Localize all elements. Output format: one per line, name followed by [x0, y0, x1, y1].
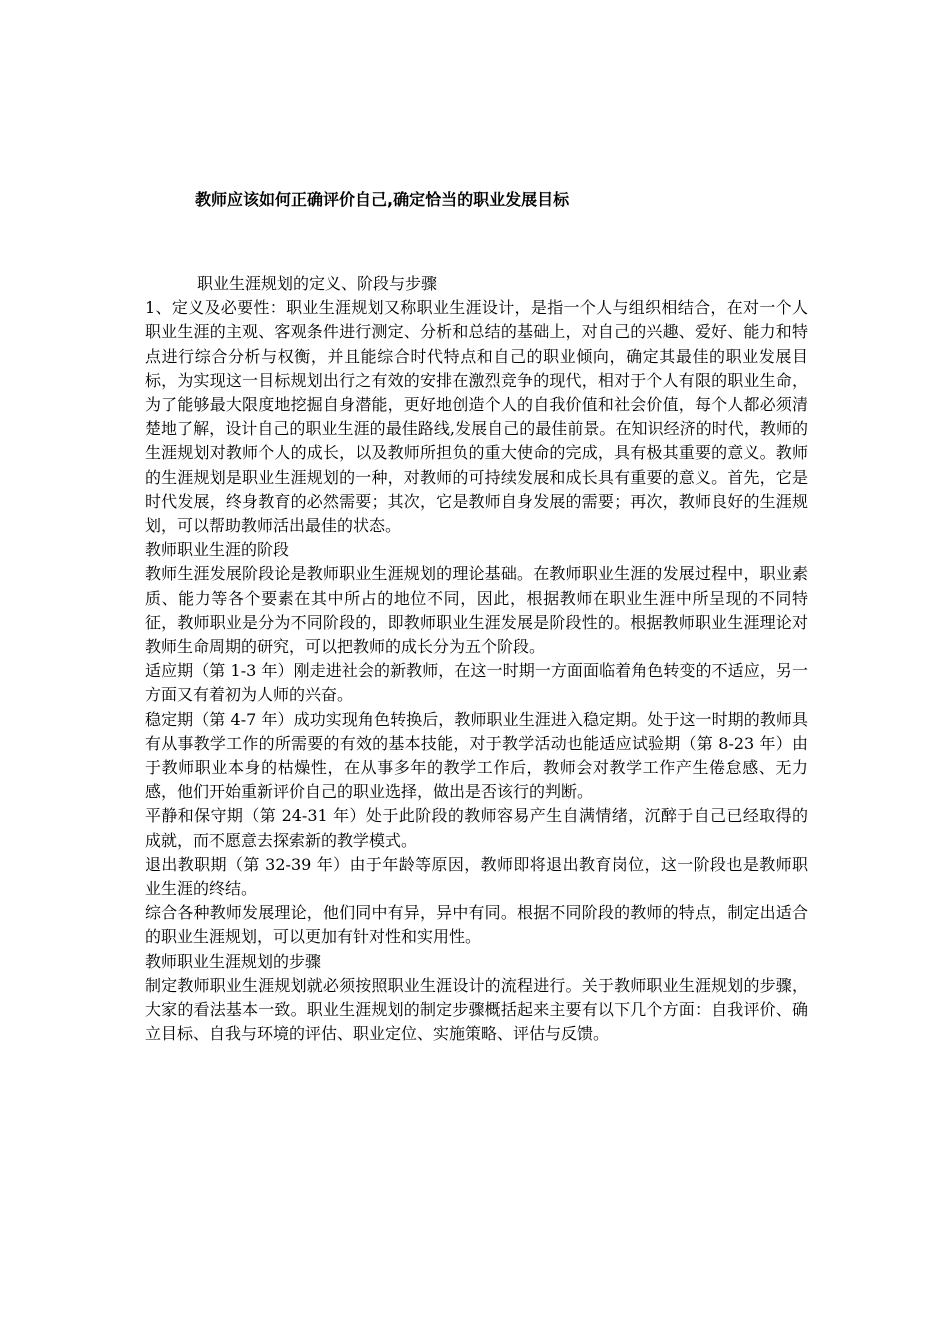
paragraph-definition: 1、定义及必要性：职业生涯规划又称职业生涯设计，是指一个人与组织相结合，在对一个人职业生涯的主观、客观条件进行测定、分析和总结的基础上，对自己的兴趣、爱好、能力和特点进行综合分析与权衡，并且能综合时代特点和自己的职业倾向，确定其最佳的职业发展目标，为实现这一目标规划出行之有效的安排在激烈竞争的现代，相对于个人有限的职业生命，为了能够最大限度地挖掘自身潜能，更好地创造个人的自我价值和社会价值，每个人都必须清楚地了解，设计自己的职业生涯的最佳路线,发展自己的最佳前景。在知识经济的时代，教师的生涯规划对教师个人的成长，以及教师所担负的重大使命的完成，具有极其重要的意义。教师的生涯规划是职业生涯规划的一种，对教师的可持续发展和成长具有重要的意义。首先，它是时代发展，终身教育的必然需要；其次，它是教师自身发展的需要；再次，教师良好的生涯规划，可以帮助教师活出最佳的状态。 [145, 298, 808, 536]
section-heading-steps: 教师职业生涯规划的步骤 [145, 951, 322, 971]
document-title: 教师应该如何正确评价自己,确定恰当的职业发展目标 [195, 190, 570, 209]
paragraph-steps: 制定教师职业生涯规划就必须按照职业生涯设计的流程进行。关于教师职业生涯规划的步骤，大家的看法基本一致。职业生涯规划的制定步骤概括起来主要有以下几个方面：自我评价、确立目标、自我与环境的评估、职业定位、实施策略、评估与反馈。 [145, 975, 808, 1044]
paragraph-stage-stable: 稳定期（第 4-7 年）成功实现角色转换后，教师职业生涯进入稳定期。处于这一时期的教师具有从事教学工作的所需要的有效的基本技能，对于教学活动也能适应试验期（第 8-23 年）由于教师职业本身的枯燥性，在从事多年的教学工作后，教师会对教学工作产生倦怠感、无力感，他们开始重新评价自己的职业选择，做出是否该行的判断。 [145, 709, 808, 802]
paragraph-stage-calm: 平静和保守期（第 24-31 年）处于此阶段的教师容易产生自满情绪，沉醉于自己已经取得的成就，而不愿意去探索新的教学模式。 [145, 806, 808, 850]
section-heading-stages: 教师职业生涯的阶段 [145, 540, 290, 560]
document-body [145, 272, 808, 1047]
paragraph-summary: 综合各种教师发展理论，他们同中有异，异中有同。根据不同阶段的教师的特点，制定出适合的职业生涯规划，可以更加有针对性和实用性。 [145, 903, 808, 947]
paragraph-stage-adaptation: 适应期（第 1-3 年）刚走进社会的新教师，在这一时期一方面面临着角色转变的不适应，另一方面又有着初为人师的兴奋。 [145, 661, 808, 705]
paragraph-stages-intro: 教师生涯发展阶段论是教师职业生涯规划的理论基础。在教师职业生涯的发展过程中，职业素质、能力等各个要素在其中所占的地位不同，因此，根据教师在职业生涯中所呈现的不同特征，教师职业是分为不同阶段的，即教师职业生涯发展是阶段性的。根据教师职业生涯理论对教师生命周期的研究，可以把教师的成长分为五个阶段。 [145, 564, 808, 657]
section-heading-definition: 职业生涯规划的定义、阶段与步骤 [197, 274, 438, 293]
paragraph-stage-exit: 退出教职期（第 32-39 年）由于年龄等原因，教师即将退出教育岗位，这一阶段也是教师职业生涯的终结。 [145, 854, 808, 899]
